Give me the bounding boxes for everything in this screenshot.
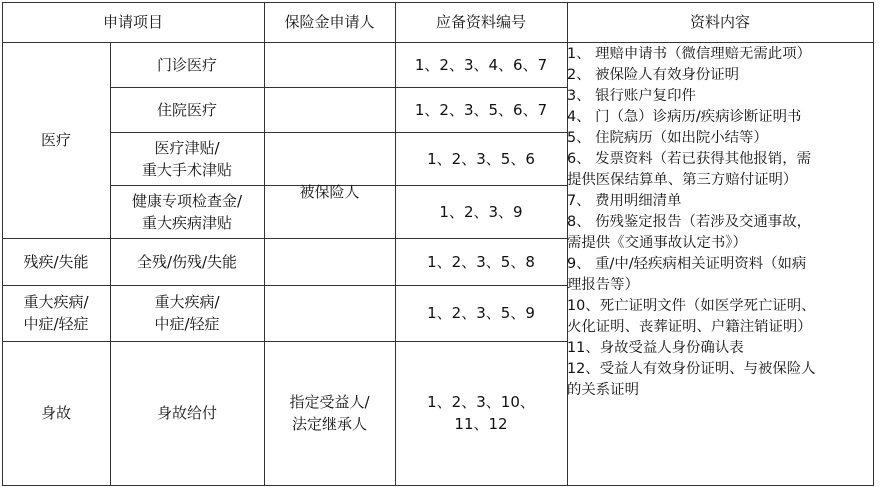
material-line: 理报告等） — [567, 277, 639, 293]
material-line: 8、 伤残鉴定报告（若涉及交通事故， — [567, 214, 811, 230]
applicant-insured: 被保险人 — [299, 182, 360, 201]
applicant-beneficiary — [264, 341, 395, 485]
material-line: 12、受益人有效身份证明、与被保险人 — [567, 361, 816, 377]
material-line: 2、 被保险人有效身份证明 — [567, 67, 740, 83]
material-line: 1、 理赔申请书（微信理赔无需此项） — [567, 46, 811, 62]
material-line: 5、 住院病历（如出院小结等） — [567, 130, 768, 146]
subitem-line: 重大疾病津贴 — [141, 213, 232, 232]
codes-disability: 1、2、3、5、8 — [427, 252, 535, 271]
codes-outpatient: 1、2、3、4、6、7 — [414, 55, 548, 74]
category-medical: 医疗 — [40, 131, 71, 149]
subitem-disability: 全残/伤残/失能 — [136, 252, 238, 271]
codes-line: 1、2、3、10、 — [427, 393, 535, 411]
subitem-health-checkup — [110, 185, 264, 238]
subitem-line: 重大疾病/ — [154, 293, 220, 311]
material-line: 火化证明、丧葬证明、户籍注销证明） — [567, 319, 812, 335]
material-line: 7、 费用明细清单 — [567, 193, 682, 209]
material-line: 提供医保结算单、第三方赔付证明） — [567, 172, 798, 188]
codes-critical-illness: 1、2、3、5、9 — [427, 304, 535, 322]
material-line: 9、 重/中/轻疾病相关证明资料（如病 — [567, 256, 807, 272]
header-applicant: 保险金申请人 — [284, 13, 375, 31]
material-line: 11、身故受益人身份确认表 — [567, 340, 744, 356]
category-critical-illness — [2, 285, 110, 341]
header-required-codes: 应备资料编号 — [435, 13, 526, 31]
subitem-line: 重大手术津贴 — [141, 160, 232, 179]
subitem-medical-allowance — [110, 132, 264, 185]
subitem-line: 医疗津贴/ — [154, 138, 220, 157]
subitem-death-benefit: 身故给付 — [156, 404, 217, 422]
subitem-outpatient: 门诊医疗 — [156, 55, 217, 74]
codes-medical-allowance: 1、2、3、5、6 — [427, 149, 535, 168]
applicant-line: 指定受益人/ — [289, 393, 370, 411]
material-line: 的关系证明 — [567, 382, 639, 398]
category-critical-line: 中症/轻症 — [23, 315, 89, 333]
codes-health-checkup: 1、2、3、9 — [439, 202, 523, 221]
header-material-content: 资料内容 — [689, 13, 750, 31]
material-line: 需提供《交通事故认定书》） — [567, 235, 747, 251]
header-apply-item: 申请项目 — [102, 13, 163, 31]
codes-inpatient: 1、2、3、5、6、7 — [414, 100, 548, 119]
subitem-line: 健康专项检查金/ — [131, 191, 243, 210]
codes-line: 11、12 — [454, 415, 508, 433]
material-line: 3、 银行账户复印件 — [567, 88, 696, 104]
category-death: 身故 — [40, 404, 71, 422]
materials-list — [567, 42, 873, 486]
subitem-critical-illness — [110, 285, 264, 341]
material-line: 10、死亡证明文件（如医学死亡证明、 — [567, 298, 816, 314]
category-critical-line: 重大疾病/ — [23, 293, 89, 311]
codes-death — [395, 341, 567, 485]
material-line: 4、 门（急）诊病历/疾病诊断证明书 — [567, 109, 802, 125]
subitem-line: 中症/轻症 — [154, 315, 220, 333]
subitem-inpatient: 住院医疗 — [156, 100, 217, 119]
material-line: 6、 发票资料（若已获得其他报销，需 — [567, 151, 811, 167]
category-disability: 残疾/失能 — [23, 252, 89, 271]
applicant-line: 法定继承人 — [291, 415, 367, 433]
table-border-right — [873, 2, 874, 486]
